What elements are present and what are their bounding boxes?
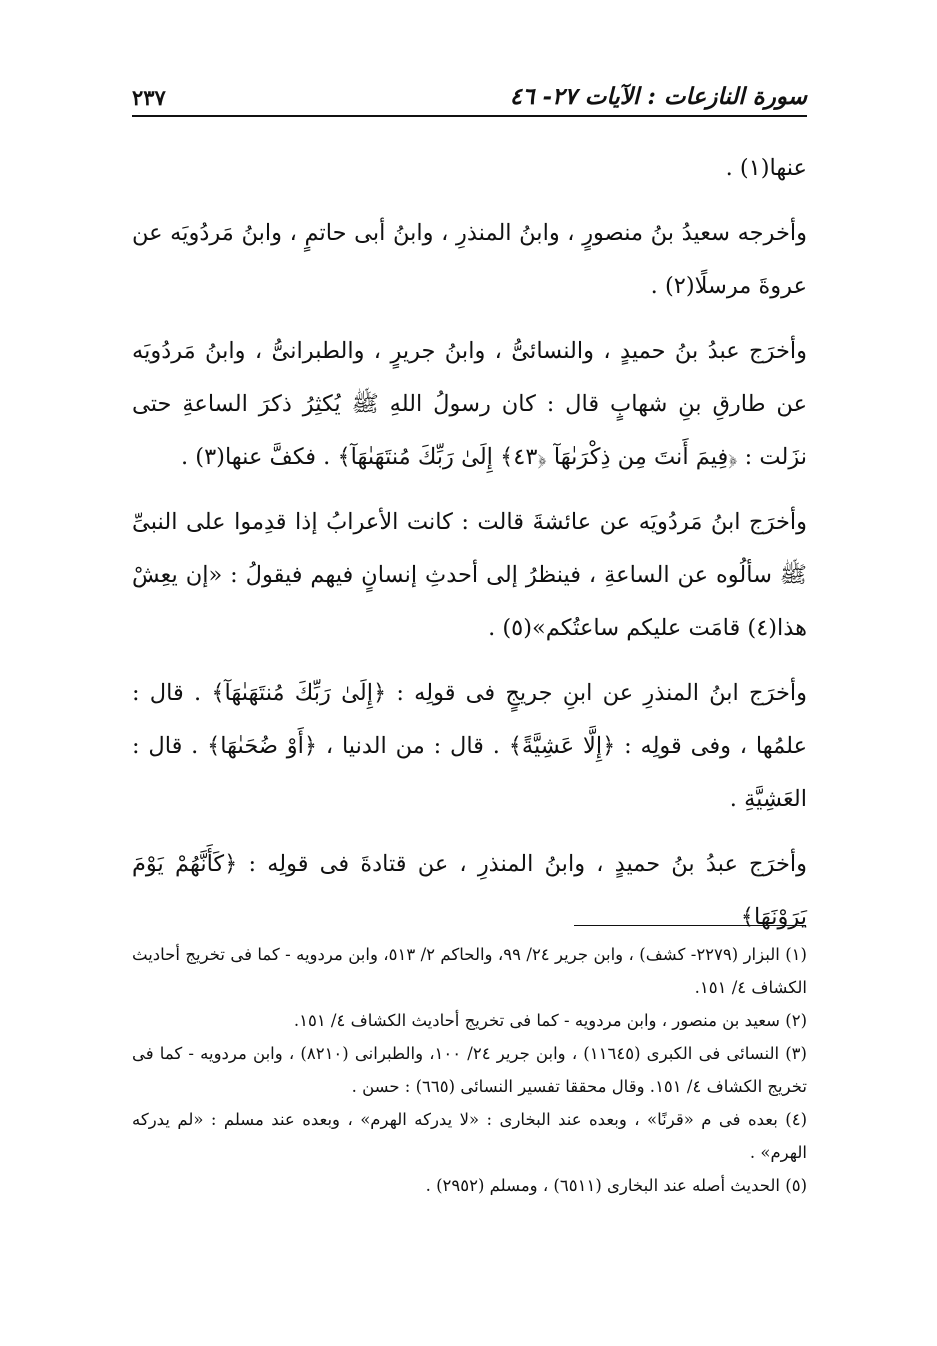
paragraph: وأخرَج عبدُ بنُ حميدٍ ، وابنُ المنذرِ ، عن قتادةَ فى قولِه : ﴿كَأَنَّهُمْ يَوْمَ يَرَوْنَهَا﴾ bbox=[132, 851, 807, 930]
paragraph: وأخرَج ابنُ المنذرِ عن ابنِ جريجٍ فى قولِه : ﴿إِلَىٰ رَبِّكَ مُنتَهَىٰهَآ﴾ . قال : علمُها ، وفى قولِه : ﴿إِلَّا عَشِيَّةً﴾ . قال : من الدنيا ، ﴿أَوْ ضُحَىٰهَا﴾ . قال : العَشِيَّةِ . bbox=[132, 680, 807, 812]
paragraph: وأخرجه سعيدُ بنُ منصورٍ ، وابنُ المنذرِ ، وابنُ أبى حاتمٍ ، وابنُ مَردُويَه عن عروةَ مرسلًا(٢) . bbox=[132, 220, 807, 299]
footnote: (٤) بعده فى م «قرنًا» ، وبعده عند البخارى : «لا يدركه الهرم» ، وبعده عند مسلم : «لم يدركه الهرم» . bbox=[132, 1110, 808, 1162]
footnote: (٥) الحديث أصله عند البخارى (٦٥١١) ، ومسلم (٢٩٥٢) . bbox=[425, 1176, 807, 1195]
page-number: ٢٣٧ bbox=[132, 85, 166, 110]
paragraph: وأخرَج عبدُ بنُ حميدٍ ، والنسائىُّ ، وابنُ جريرٍ ، والطبرانىُّ ، وابنُ مَردُويَه عن طارقِ بنِ شهابٍ قال : كان رسولُ اللهِ ﷺ يُكثِرُ ذكرَ الساعةِ حتى نزَلت : ﴿فِيمَ أَنتَ مِن ذِكْرَىٰهَآ ﴿٤٣﴾ إِلَىٰ رَبِّكَ مُنتَهَىٰهَآ﴾ . فكفَّ عنها(٣) . bbox=[132, 338, 807, 470]
header-rule bbox=[132, 115, 807, 117]
footnotes bbox=[132, 938, 807, 1202]
paragraph: عنها(١) . bbox=[725, 155, 807, 181]
footnote: (٢) سعيد بن منصور ، وابن مردويه - كما فى تخريج أحاديث الكشاف ٤/ ١٥١. bbox=[293, 1011, 807, 1030]
paragraph: وأخرَج ابنُ مَردُويَه عن عائشةَ قالت : كانت الأعرابُ إذا قدِموا على النبىِّ ﷺ سألُوه عن الساعةِ ، فينظرُ إلى أحدثِ إنسانٍ فيهم فيقولُ : «إن يعِشْ هذا(٤) قامَت عليكم ساعتُكم»(٥) . bbox=[132, 509, 807, 641]
footnote-rule bbox=[574, 925, 806, 926]
page-header bbox=[132, 62, 807, 110]
footnote: (٣) النسائى فى الكبرى (١١٦٤٥) ، وابن جرير ٢٤/ ١٠٠، والطبرانى (٨٢١٠) ، وابن مردويه - كما فى تخريج الكشاف ٤/ ١٥١. وقال محققا تفسير النسائى (٦٦٥) : حسن . bbox=[132, 1044, 807, 1096]
footnote: (١) البزار (٢٢٧٩- كشف) ، وابن جرير ٢٤/ ٩٩، والحاكم ٢/ ٥١٣، وابن مردويه - كما فى تخريج أحاديث الكشاف ٤/ ١٥١. bbox=[132, 945, 807, 997]
main-text bbox=[132, 142, 807, 958]
running-title: سورة النازعات : الآيات ٢٧- ٤٦ bbox=[509, 83, 807, 110]
